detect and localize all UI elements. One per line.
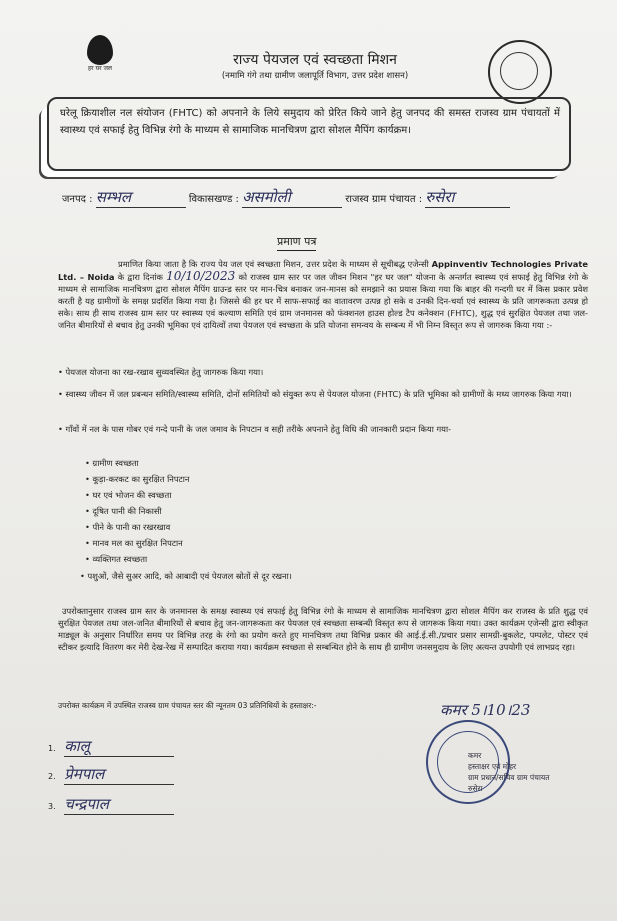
stamp-line: ग्राम प्रधान/सचिव ग्राम पंचायत — [468, 773, 550, 782]
signature-row-1 — [48, 736, 174, 757]
state-emblem-seal — [488, 40, 552, 104]
signature-number: 3. — [48, 802, 56, 811]
certificate-title: प्रमाण पत्र — [277, 234, 316, 251]
district-value: सम्भल — [96, 187, 186, 208]
para1-intro: प्रमाणित किया जाता है कि राज्य पेय जल एवं स्वच्छता मिशन, उत्तर प्रदेश के माध्यम से सूचीबद्ध एजेन्सी — [118, 259, 429, 269]
bullet-4: • पशुओं, जैसे सुअर आदि, को आबादी एवं पेयजल स्रोतों से दूर रखना। — [80, 571, 292, 581]
list-item: • ग्रामीण स्वच्छता — [85, 455, 485, 471]
stamp-line: रुसेरा — [468, 784, 483, 793]
bullet-1-text: पेयजल योजना का रख-रखाव सुव्यवस्थित हेतु जागरुक किया गया। — [65, 367, 264, 377]
har-ghar-jal-logo — [70, 35, 130, 72]
signature-number: 1. — [48, 744, 56, 753]
signature-row-2 — [48, 764, 174, 785]
header-subtitle: (नमामि गंगे तथा ग्रामीण जलापूर्ति विभाग, उत्तर प्रदेश शासन) — [221, 71, 409, 81]
stamp-line: हस्ताक्षर एवं मोहर — [468, 762, 517, 771]
body-paragraph-2 — [58, 605, 588, 653]
para1-body: को राजस्व ग्राम स्तर पर जल जीवन मिशन "हर घर जल" योजना के अन्तर्गत स्वास्थ्य एवं सफाई हेतु विभिन्न रंगो के माध्यम से सामाजिक मानचित्रण द्वारा सोशल मैपिंग ग्राउन्ड स्तर पर मान-चित्र बनाकर जन-मानस को समझाने का प्रयास किया गया कि बाहर की गन्दगी घर में किस प्रकार प्रवेश करती है यह ग्रामीणों के समक्ष प्रदर्शित किया गया है। जिससे की हर घर में साफ-सफाई का वातावरण उत्पन्न हो सके व उनकी दिन-चर्या एवं स्वास्थ्य के प्रति जागरूकता उत्पन्न हो सके। साथ ही साथ राजस्व ग्राम स्तर पर स्वास्थ्य एवं कल्याण समिति एवं ग्राम जनमानस को फंक्शनल हाउस होल्ड टैप कनेक्शन (FHTC), शुद्ध एवं सुरक्षित पेयजल तथा जल-जनित बीमारियों से बचाव हेतु उनकी भूमिका एवं दायित्वों तथा पेयजल एवं स्वच्छता के प्रति योजना समन्वय के सम्बन्ध में भी निम्न विस्तृत रूप से जागरुक किया गया :- — [58, 272, 589, 330]
para1-date-label: के द्वारा दिनांक — [117, 272, 163, 282]
district-label: जनपद : — [62, 194, 93, 205]
emblem-inner-ring-icon — [500, 52, 538, 90]
bullet-2: • स्वास्थ्य जीवन में जल प्रबन्धन समिति/स्वास्थ्य समिति, दोनों समितियों को संयुक्त रूप से पेयजल योजना (FHTC) के प्रति भूमिका को ग्रामीणों के मध्य जागरुक किया गया। — [58, 389, 572, 399]
list-item: • पीने के पानी का रखरखाव — [85, 519, 485, 535]
header-title: राज्य पेयजल एवं स्वच्छता मिशन — [233, 52, 397, 68]
signature-row-3 — [48, 794, 174, 815]
signature: कालू — [64, 736, 174, 757]
list-item: • दूषित पानी की निकासी — [85, 503, 485, 519]
signatures-intro: उपरोक्त कार्यक्रम में उपस्थित राजस्व ग्राम पंचायत स्तर की न्यूनतम 03 प्रतिनिधियों के हस्ताक्षर:- — [58, 701, 317, 710]
list-item: • कूड़ा-करकट का सुरक्षित निपटान — [85, 471, 485, 487]
heading-box-text: घरेलू क्रियाशील नल संयोजन (FHTC) को अपनाने के लिये समुदाय को प्रेरित किये जाने हेतु जनपद की समस्त राजस्व ग्राम पंचायतों में स्वास्थ्य एवं सफाई हेतु विभिन्न रंगो के माध्यम से सामाजिक मानचित्रण द्वारा सोशल मैपिंग कार्यक्रम। — [60, 108, 560, 136]
logo-text: हर घर जल — [88, 65, 112, 72]
list-item: • मानव मल का सुरक्षित निपटान — [85, 535, 485, 551]
pradhan-signature: कमर 5।10।23 — [440, 701, 531, 719]
signature: चन्द्रपाल — [64, 794, 174, 815]
list-item: • घर एवं भोजन की स्वच्छता — [85, 487, 485, 503]
gram-panchayat-label: राजस्व ग्राम पंचायत : — [345, 194, 423, 205]
bullet-3-text: गाँवों में नल के पास गोबर एवं गन्दे पानी के जल जमाव के निपटान व सही तरीके अपनाने हेतु विधि की जानकारी प्रदान किया गया- — [65, 424, 452, 434]
sanitation-topics-list — [85, 455, 485, 567]
bullet-4-text: पशुओं, जैसे सुअर आदि, को आबादी एवं पेयजल स्रोतों से दूर रखना। — [87, 571, 292, 581]
bullet-3: • गाँवों में नल के पास गोबर एवं गन्दे पानी के जल जमाव के निपटान व सही तरीके अपनाने हेतु विधि की जानकारी प्रदान किया गया- — [58, 424, 452, 434]
list-item: • व्यक्तिगत स्वच्छता — [85, 551, 485, 567]
block-value: असमोली — [242, 187, 342, 208]
water-drop-icon — [87, 35, 113, 65]
program-date: 10/10/2023 — [166, 269, 236, 283]
bullet-1: • पेयजल योजना का रख-रखाव सुव्यवस्थित हेतु जागरुक किया गया। — [58, 367, 264, 377]
stamp-line: कमर — [468, 751, 482, 760]
location-form-line — [62, 187, 572, 208]
bullet-2-text: स्वास्थ्य जीवन में जल प्रबन्धन समिति/स्वास्थ्य समिति, दोनों समितियों को संयुक्त रूप से पेयजल योजना (FHTC) के प्रति भूमिका को ग्रामीणों के मध्य जागरुक किया गया। — [65, 389, 572, 399]
agency-name: Appinventiv Technologies Private Ltd. – Noida — [58, 259, 588, 282]
para2-text: उपरोक्तानुसार राजस्व ग्राम स्तर के जनमानस के समक्ष स्वास्थ्य एवं सफाई हेतु विभिन्न रंगो के माध्यम से सामाजिक मानचित्रण द्वारा सोशल मैपिंग कर राजस्व के प्रति शुद्ध एवं सुरक्षित पेयजल तथा जल-जनित बीमारियों से बचाव हेतु जन-जागरूकता कर पेयजल एवं स्वच्छता सम्बन्धी विस्तृत रूप से जागरूक किया गया। उक्त कार्यक्रम एजेन्सी द्वारा स्वीकृत माड्यूल के अनुसार निर्धारित समय पर विभिन्न तरह के रंगो का प्रयोग करते हुए मानचित्रण तथा विभिन्न प्रकार की आई.ई.सी./प्रचार प्रसार सामग्री-बुकलेट, पम्पलेट, पोस्टर एवं स्टीकर इत्यादि वितरण कर मेरी देख-रेख में सम्पादित कराया गया। कार्यक्रम स्वच्छता से सम्बन्धित होने के साथ ही ग्रामीण जनसमुदाय के लिए अत्यन्त उपयोगी एवं लाभप्रद रहा। — [58, 606, 588, 652]
signature: प्रेमपाल — [64, 764, 174, 785]
stamp-text — [468, 750, 578, 794]
body-paragraph-1 — [58, 258, 588, 331]
signature-number: 2. — [48, 772, 56, 781]
gram-panchayat-value: रुसेरा — [425, 187, 510, 208]
block-label: विकासखण्ड : — [188, 194, 239, 205]
